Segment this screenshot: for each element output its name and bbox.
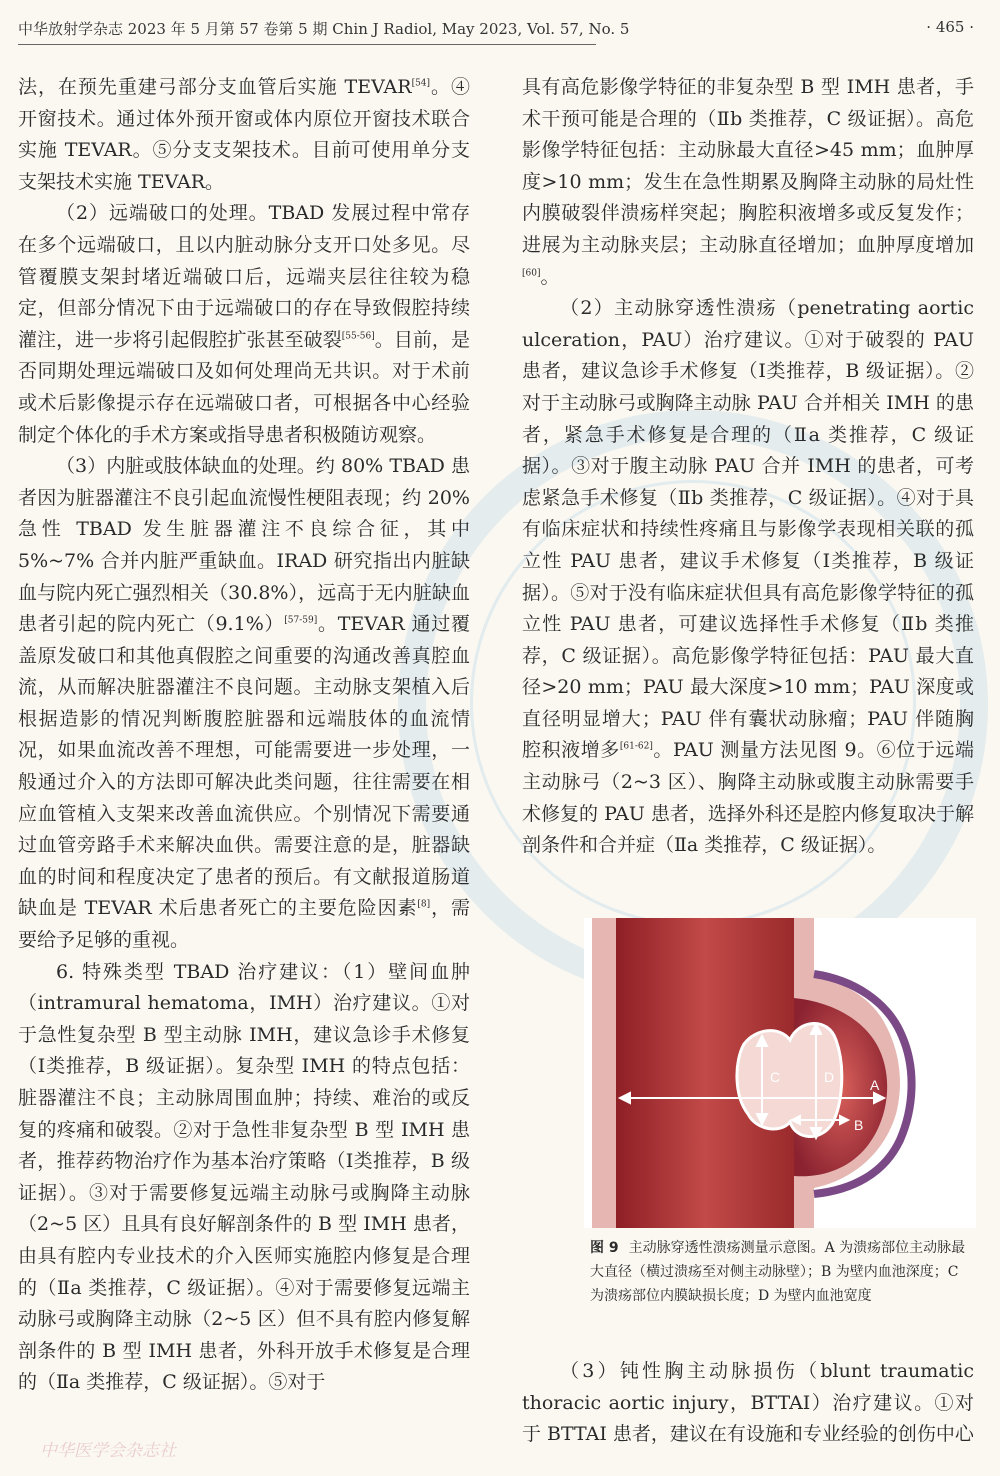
label-a: A (870, 1077, 880, 1093)
caption-text: 主动脉穿透性溃疡测量示意图。A 为溃疡部位主动脉最大直径（横过溃疡至对侧主动脉壁）；B 为壁内血池深度；C 为溃疡部位内膜缺损长度；D 为壁内血池宽度 (590, 1240, 966, 1304)
left-column (18, 72, 470, 1399)
paragraph: （3）钝性胸主动脉损伤（blunt traumatic thoracic aortic injury，BTTAI）治疗建议。①对于 BTTAI 患者，建议在有设施和专业经验的创伤中心 (522, 1360, 974, 1446)
paragraph: 法，在预先重建弓部分支血管后实施 TEVAR[54]。④开窗技术。通过体外预开窗或体内原位开窗技术联合实施 TEVAR。⑤分支支架技术。目前可使用单分支支架技术实施 TEVAR。 (18, 76, 470, 193)
label-c: C (770, 1069, 781, 1085)
running-header: 中华放射学杂志 2023 年 5 月第 57 卷第 5 期 Chin J Radiol, May 2023, Vol. 57, No. 5 (18, 20, 630, 38)
paragraph: 6. 特殊类型 TBAD 治疗建议：（1）壁间血肿（intramural hematoma，IMH）治疗建议。①对于急性复杂型 B 型主动脉 IMH，建议急诊手术修复（Ⅰ类推荐，B 级证据）。复杂型 IMH 的特点包括：脏器灌注不良；主动脉周围血肿；持续、难治的或反复的疼痛和破裂。②对于急性非复杂型 B 型 IMH 患者，推荐药物治疗作为基本治疗策略（Ⅰ类推荐，B 级证据）。③对于需要修复远端主动脉弓或胸降主动脉（2~5 区）且具有良好解剖条件的 B 型 IMH 患者，由具有腔内专业技术的介入医师实施腔内修复是合理的（Ⅱa 类推荐，C 级证据）。④对于需要修复远端主动脉弓或胸降主动脉（2~5 区）但不具有腔内修复解剖条件的 B 型 IMH 患者，外科开放手术修复是合理的（Ⅱa 类推荐，C 级证据）。⑤对于 (18, 960, 470, 1394)
aorta-ulcer-figure (584, 918, 976, 1228)
label-d: D (824, 1069, 835, 1085)
right-column (522, 72, 974, 862)
paragraph: （2）主动脉穿透性溃疡（penetrating aortic ulceration，PAU）治疗建议。①对于破裂的 PAU 患者，建议急诊手术修复（Ⅰ类推荐，B 级证据）。②对于主动脉弓或胸降主动脉 PAU 合并相关 IMH 的患者，紧急手术修复是合理的（Ⅱa 类推荐，C 级证据）。③对于腹主动脉 PAU 合并 IMH 的患者，可考虑紧急手术修复（Ⅱb 类推荐，C 级证据）。④对于具有临床症状和持续性疼痛且与影像学表现相关联的孤立性 PAU 患者，建议手术修复（Ⅰ类推荐，B 级证据）。⑤对于没有临床症状但具有高危影像学特征的孤立性 PAU 患者，可建议选择性手术修复（Ⅱb 类推荐，C 级证据）。高危影像学特征包括：PAU 最大直径>20 mm；PAU 最大深度>10 mm；PAU 深度或直径明显增大；PAU 伴有囊状动脉瘤；PAU 伴随胸腔积液增多[61-62]。PAU 测量方法见图 9。⑥位于远端主动脉弓（2~3 区）、胸降主动脉或腹主动脉需要手术修复的 PAU 患者，选择外科还是腔内修复取决于解剖条件和合并症（Ⅱa 类推荐，C 级证据）。 (522, 297, 974, 857)
page-number: · 465 · (926, 18, 974, 36)
publisher-logo: 中华医学会杂志社 (40, 1441, 176, 1461)
header-rule (18, 44, 596, 45)
label-b: B (854, 1117, 864, 1133)
paragraph: （2）远端破口的处理。TBAD 发展过程中常存在多个远端破口，且以内脏动脉分支开口处多见。尽管覆膜支架封堵近端破口后，远端夹层往往较为稳定，但部分情况下由于远端破口的存在导致假腔持续灌注，进一步将引起假腔扩张甚至破裂[55-56]。目前，是否同期处理远端破口及如何处理尚无共识。对于术前或术后影像提示存在远端破口者，可根据各中心经验制定个体化的手术方案或指导患者积极随访观察。 (18, 202, 470, 446)
aorta-diagram (584, 918, 976, 1228)
paragraph: 具有高危影像学特征的非复杂型 B 型 IMH 患者，手术干预可能是合理的（Ⅱb 类推荐，C 级证据）。高危影像学特征包括：主动脉最大直径>45 mm；血肿厚度>10 mm；发生在急性期累及胸降主动脉的局灶性内膜破裂伴溃疡样突起；胸腔积液增多或反复发作；进展为主动脉夹层；主动脉直径增加；血肿厚度增加[60]。 (522, 76, 974, 288)
right-column-bottom (522, 1356, 974, 1451)
figure-caption (590, 1236, 968, 1308)
paragraph: （3）内脏或肢体缺血的处理。约 80% TBAD 患者因为脏器灌注不良引起血流慢性梗阻表现；约 20% 急性 TBAD 发生脏器灌注不良综合征，其中 5%~7% 合并内脏严重缺血。IRAD 研究指出内脏缺血与院内死亡强烈相关（30.8%），远高于无内脏缺血患者引起的院内死亡（9.1%）[57-59]。TEVAR 通过覆盖原发破口和其他真假腔之间重要的沟通改善真腔血流，从而解决脏器灌注不良问题。主动脉支架植入后根据造影的情况判断腹腔脏器和远端肢体的血流情况，如果血流改善不理想，可能需要进一步处理，一般通过介入的方法即可解决此类问题，往往需要在相应血管植入支架来改善血流供应。个别情况下需要通过血管旁路手术来解决血供。需要注意的是，脏器缺血的时间和程度决定了患者的预后。有文献报道肠道缺血是 TEVAR 术后患者死亡的主要危险因素[8]，需要给予足够的重视。 (18, 455, 470, 952)
caption-label: 图 9 (590, 1240, 619, 1256)
